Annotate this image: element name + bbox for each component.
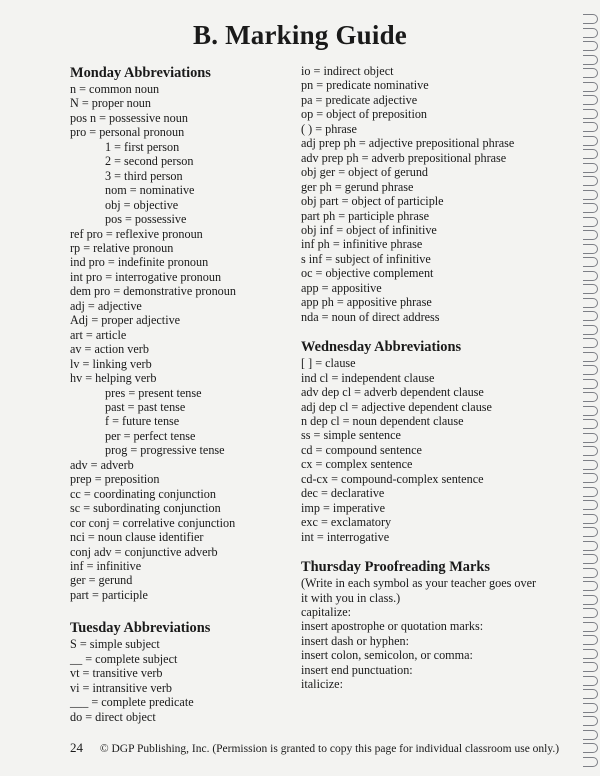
list-item: nom = nominative [105,183,195,198]
spiral-ring [583,325,598,335]
list-item: ind cl = independent clause [301,370,435,385]
list-item: vt = transitive verb [70,666,163,681]
spiral-ring [583,230,598,240]
list-item: ( ) = phrase [301,121,357,136]
spiral-ring [583,703,598,713]
monday-list [70,82,295,602]
list-item: int = interrogative [301,529,390,544]
tuesday-continued-list [301,64,546,324]
list-item: n dep cl = noun dependent clause [301,413,464,428]
page-number: 24 [70,740,83,755]
spiral-ring [583,730,598,740]
list-item: cor conj = correlative conjunction [70,515,236,530]
list-item: int pro = interrogative pronoun [70,269,222,284]
wednesday-list [301,356,546,544]
list-item: ind pro = indefinite pronoun [70,255,209,270]
list-item: part ph = participle phrase [301,208,430,223]
spiral-ring [583,149,598,159]
list-item: adv = adverb [70,457,134,472]
list-item: adj prep ph = adjective prepositional phrase [301,136,515,151]
spiral-ring [583,257,598,267]
list-item: part = participle [70,587,148,602]
list-item: capitalize: [301,604,352,619]
spiral-ring [583,649,598,659]
spiral-ring [583,55,598,65]
spiral-ring [583,635,598,645]
spiral-ring [583,365,598,375]
list-item: inf = infinitive [70,558,142,573]
spiral-ring [583,68,598,78]
spiral-ring [583,136,598,146]
list-item: nci = noun clause identifier [70,530,204,545]
spiral-ring [583,109,598,119]
list-item: adj dep cl = adjective dependent clause [301,399,492,414]
list-item: N = proper noun [70,96,151,111]
list-item: pos = possessive [105,212,187,227]
list-item: adj = adjective [70,298,142,313]
list-item: Adj = proper adjective [70,313,181,328]
spiral-ring [583,622,598,632]
spiral-ring [583,676,598,686]
list-item: cd-cx = compound-complex sentence [301,471,484,486]
list-item: s inf = subject of infinitive [301,251,431,266]
monday-heading: Monday Abbreviations [70,65,211,81]
copyright-notice: © DGP Publishing, Inc. (Permission is granted to copy this page for individual classroom use only.) [99,743,560,755]
spiral-ring [583,487,598,497]
thursday-instructions [301,576,546,605]
spiral-ring [583,595,598,605]
spiral-ring [583,392,598,402]
list-item: app ph = appositive phrase [301,295,432,310]
list-item: past = past tense [105,399,186,414]
list-item: insert dash or hyphen: [301,633,409,648]
spiral-ring [583,338,598,348]
spiral-ring [583,271,598,281]
instruction-line: it with you in class.) [301,590,401,605]
spiral-ring [583,203,598,213]
list-item: per = perfect tense [105,428,196,443]
list-item: lv = linking verb [70,356,152,371]
spiral-ring [583,541,598,551]
spiral-ring [583,284,598,294]
list-item: obj inf = object of infinitive [301,222,437,237]
list-item: conj adv = conjunctive adverb [70,544,218,559]
list-item: 2 = second person [105,154,194,169]
spiral-ring [583,514,598,524]
list-item: pos n = possessive noun [70,110,188,125]
list-item: S = simple subject [70,637,160,652]
list-item: art = article [70,327,127,342]
spiral-ring [583,419,598,429]
list-item: imp = imperative [301,500,386,515]
spiral-ring [583,716,598,726]
list-item: oc = objective complement [301,266,434,281]
spiral-ring [583,500,598,510]
spiral-ring [583,581,598,591]
spiral-ring [583,757,598,767]
list-item: __ = complete subject [70,651,178,666]
list-item: 3 = third person [105,168,183,183]
list-item: adv prep ph = adverb prepositional phrase [301,150,507,165]
list-item: av = action verb [70,342,149,357]
spiral-ring [583,190,598,200]
list-item: 1 = first person [105,139,180,154]
list-item: op = object of preposition [301,107,428,122]
spiral-ring [583,527,598,537]
list-item: ___ = complete predicate [70,695,194,710]
list-item: prog = progressive tense [105,443,225,458]
list-item: do = direct object [70,709,156,724]
left-column [70,64,295,724]
spiral-ring [583,298,598,308]
list-item: adv dep cl = adverb dependent clause [301,385,484,400]
list-item: prep = preposition [70,472,160,487]
list-item: dec = declarative [301,486,385,501]
list-item: ger = gerund [70,573,133,588]
spiral-ring [583,554,598,564]
tuesday-heading: Tuesday Abbreviations [70,620,211,637]
list-item: inf ph = infinitive phrase [301,237,423,252]
spiral-ring [583,311,598,321]
wednesday-heading: Wednesday Abbreviations [301,339,462,356]
spiral-ring [583,41,598,51]
list-item: app = appositive [301,280,382,295]
page-footer [70,740,559,756]
spiral-ring [583,379,598,389]
list-item: hv = helping verb [70,371,157,386]
spiral-ring [583,743,598,753]
list-item: f = future tense [105,414,180,429]
list-item: [ ] = clause [301,356,356,371]
spiral-ring [583,568,598,578]
list-item: cc = coordinating conjunction [70,486,216,501]
list-item: exc = exclamatory [301,515,392,530]
list-item: io = indirect object [301,64,394,78]
list-item: insert apostrophe or quotation marks: [301,619,484,634]
spiral-ring [583,82,598,92]
list-item: obj part = object of participle [301,194,444,209]
thursday-list [301,605,546,692]
page-title: B. Marking Guide [193,20,407,50]
spiral-ring [583,176,598,186]
list-item: rp = relative pronoun [70,240,174,255]
spiral-binding [578,0,600,776]
spiral-ring [583,662,598,672]
spiral-ring [583,244,598,254]
list-item: sc = subordinating conjunction [70,501,221,516]
list-item: obj = objective [105,197,179,212]
spiral-ring [583,217,598,227]
spiral-ring [583,14,598,24]
list-item: ger ph = gerund phrase [301,179,414,194]
spiral-ring [583,122,598,132]
spiral-ring [583,608,598,618]
list-item: italicize: [301,677,343,692]
spiral-ring [583,433,598,443]
list-item: pn = predicate nominative [301,78,429,93]
right-column [301,64,546,692]
list-item: vi = intransitive verb [70,680,172,695]
list-item: n = common noun [70,82,160,96]
spiral-ring [583,446,598,456]
spiral-ring [583,460,598,470]
spiral-ring [583,352,598,362]
spiral-ring [583,163,598,173]
instruction-line: (Write in each symbol as your teacher goes over [301,576,537,591]
list-item: ref pro = reflexive pronoun [70,226,203,241]
list-item: ss = simple sentence [301,428,401,443]
list-item: insert colon, semicolon, or comma: [301,648,473,663]
list-item: pa = predicate adjective [301,92,418,107]
list-item: cx = complex sentence [301,457,413,472]
list-item: pro = personal pronoun [70,125,185,140]
list-item: dem pro = demonstrative pronoun [70,284,236,299]
spiral-ring [583,689,598,699]
spiral-ring [583,406,598,416]
list-item: pres = present tense [105,385,202,400]
spiral-ring [583,28,598,38]
spiral-ring [583,95,598,105]
list-item: obj ger = object of gerund [301,165,429,180]
thursday-heading: Thursday Proofreading Marks [301,559,490,576]
spiral-ring [583,473,598,483]
list-item: nda = noun of direct address [301,309,440,324]
list-item: cd = compound sentence [301,442,422,457]
tuesday-list [70,637,295,724]
list-item: insert end punctuation: [301,662,413,677]
